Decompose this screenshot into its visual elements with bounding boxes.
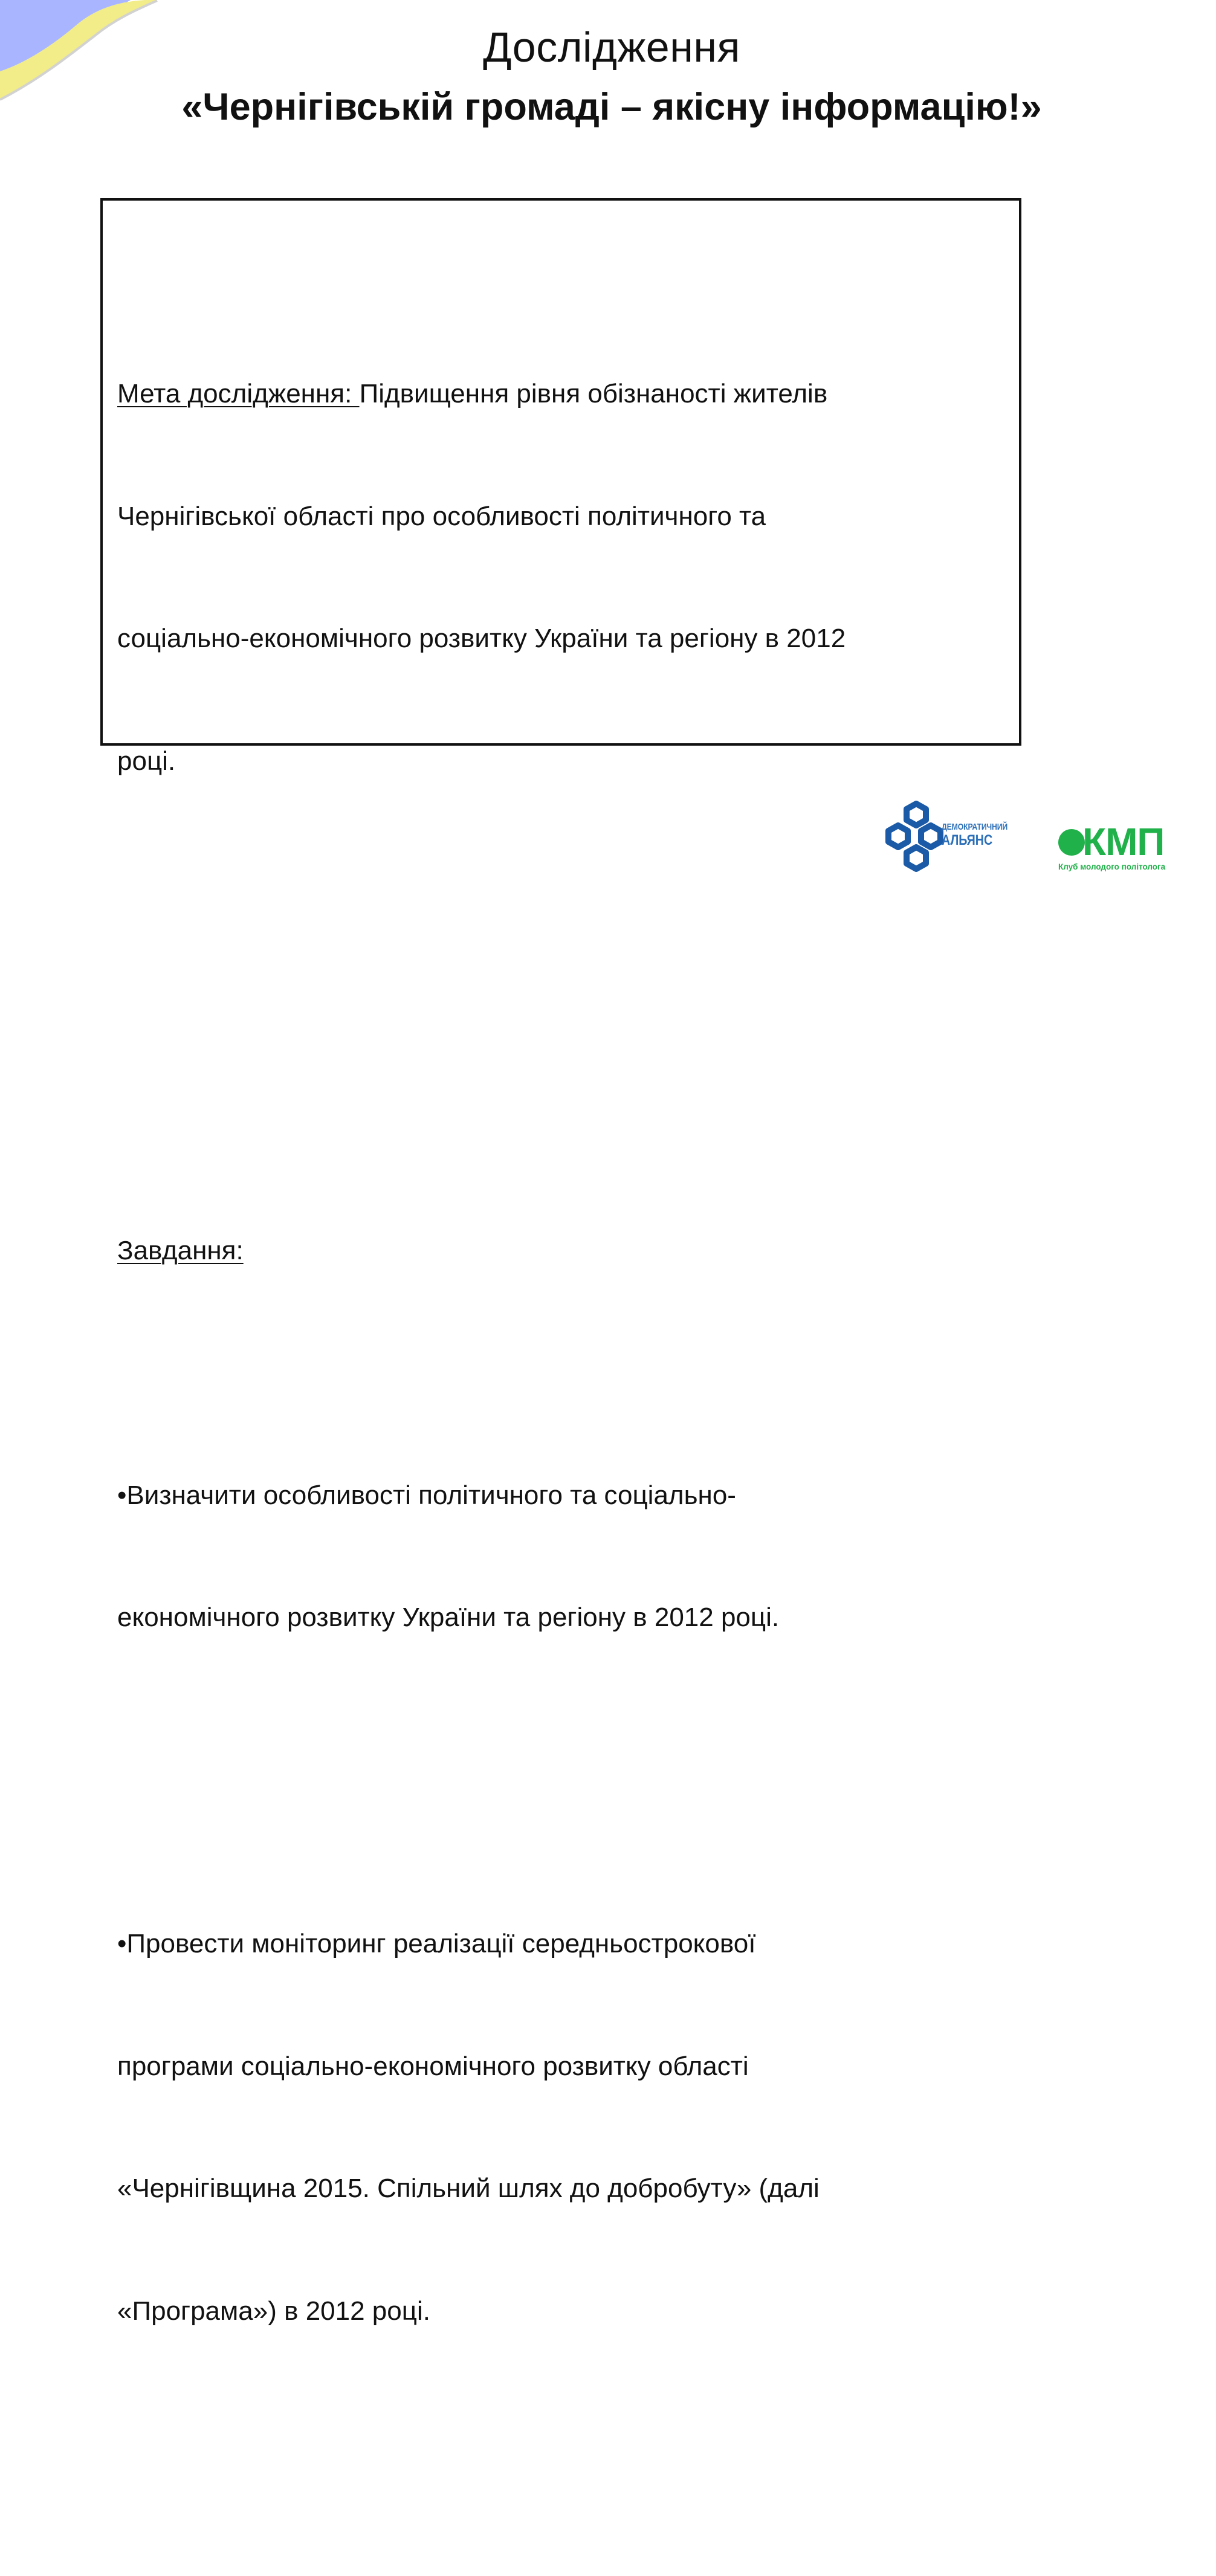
task-line: «Програма») в 2012 році. xyxy=(117,2296,430,2326)
task-line: «Чернігівщина 2015. Спільний шлях до добробуту» (далі xyxy=(117,2174,820,2203)
content-text xyxy=(117,210,1006,2576)
democratic-alliance-line-2: АЛЬЯНС xyxy=(942,832,993,848)
democratic-alliance-text xyxy=(942,822,1007,848)
task-line: програми соціально-економічного розвитку області xyxy=(117,2051,749,2081)
goal-text-line: році. xyxy=(117,746,176,776)
slide-title: Дослідження xyxy=(483,24,740,71)
task-item xyxy=(117,1393,1006,1720)
goal-text-line: Підвищення рівня обізнаності жителів xyxy=(359,379,828,408)
democratic-alliance-logo xyxy=(876,801,1027,879)
tasks-section xyxy=(117,1149,1006,2495)
goal-paragraph xyxy=(117,292,1006,863)
task-line: економічного розвитку України та регіону в 2012 році. xyxy=(117,1603,780,1632)
task-line: •Визначити особливості політичного та соціально- xyxy=(117,1480,736,1510)
democratic-alliance-line-1: ДЕМОКРАТИЧНИЙ xyxy=(942,822,1008,832)
kmp-dot-icon xyxy=(1058,829,1085,856)
goal-text-line: Чернігівської області про особливості політичного та xyxy=(117,501,766,531)
goal-text-line: соціально-економічного розвитку України та регіону в 2012 xyxy=(117,624,846,653)
task-item xyxy=(117,1842,1006,2413)
slide-subtitle: «Чернігівській громаді – якісну інформацію!» xyxy=(181,86,1042,128)
kmp-subtitle: Клуб молодого політолога xyxy=(1058,862,1166,871)
tasks-label: Завдання: xyxy=(117,1235,244,1265)
paragraph-spacer xyxy=(117,986,1006,1027)
task-line: •Провести моніторинг реалізації середньострокової xyxy=(117,1929,756,1958)
hexagon-logo-icon xyxy=(876,801,949,879)
goal-label: Мета дослідження: xyxy=(117,379,360,408)
kmp-logo xyxy=(1055,819,1191,873)
kmp-title: КМП xyxy=(1082,820,1165,864)
goal-line-1 xyxy=(117,373,1006,415)
